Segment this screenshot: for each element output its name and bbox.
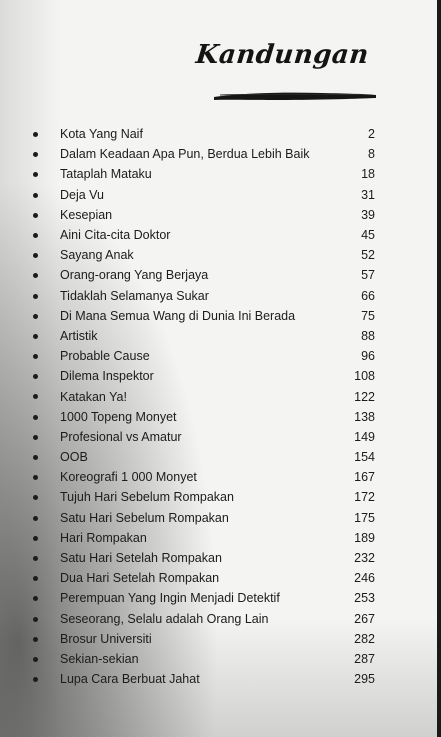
toc-entry [30,487,375,507]
toc-entry-page-number: 45 [361,228,375,243]
toc-entry-page-number: 167 [354,470,375,485]
toc-entry-page-number: 232 [354,551,375,566]
toc-entry-title: Satu Hari Sebelum Rompakan [60,510,229,525]
bullet-icon [33,596,38,601]
toc-entry-title: Probable Cause [60,349,150,364]
toc-entry-title: Brosur Universiti [60,631,152,646]
bullet-icon [33,677,38,682]
toc-entry-title: Dalam Keadaan Apa Pun, Berdua Lebih Baik [60,147,310,162]
bullet-icon [33,394,38,399]
bullet-icon [33,657,38,662]
toc-entry [30,366,375,386]
toc-entry-title: Deja Vu [60,187,105,202]
toc-entry [30,609,375,629]
toc-entry [30,548,375,568]
toc-entry-title: Katakan Ya! [60,389,127,404]
toc-entry-page-number: 52 [361,248,375,263]
toc-entry-title: Tujuh Hari Sebelum Rompakan [60,490,234,505]
toc-entry-title: 1000 Topeng Monyet [60,409,177,424]
bullet-icon [33,516,38,521]
toc-entry-page-number: 246 [354,571,375,586]
toc-entry-title: Sekian-sekian [60,651,139,666]
toc-entry-title: Lupa Cara Berbuat Jahat [60,672,200,687]
toc-entry-title: Satu Hari Setelah Rompakan [60,551,222,566]
toc-entry [30,629,375,649]
toc-entry-title: Sayang Anak [60,248,134,263]
page-edge [437,0,441,737]
bullet-icon [33,435,38,440]
toc-entry [30,124,375,144]
toc-entry-title: Kesepian [60,207,113,222]
toc-entry-title: Perempuan Yang Ingin Menjadi Detektif [60,591,280,606]
toc-entry-page-number: 138 [354,409,375,424]
toc-entry-page-number: 39 [361,207,375,222]
toc-entry [30,245,375,265]
toc-entry [30,185,375,205]
bullet-icon [33,637,38,642]
toc-entry-title: Orang-orang Yang Berjaya [60,268,209,283]
toc-entry-page-number: 189 [354,530,375,545]
toc-entry-page-number: 175 [354,510,375,525]
bullet-icon [33,172,38,177]
bullet-icon [33,334,38,339]
bullet-icon [33,213,38,218]
toc-entry [30,205,375,225]
toc-entry [30,447,375,467]
toc-entry [30,346,375,366]
bullet-icon [33,273,38,278]
toc-entry-title: Tataplah Mataku [60,167,152,182]
toc-entry-page-number: 172 [354,490,375,505]
toc-entry-page-number: 18 [361,167,375,182]
toc-entry-title: Hari Rompakan [60,530,147,545]
bullet-icon [33,354,38,359]
toc-entry [30,669,375,689]
toc-entry-page-number: 282 [354,631,375,646]
toc-entry-page-number: 154 [354,450,375,465]
toc-entry-page-number: 108 [354,369,375,384]
toc-entry-title: Artistik [60,328,98,343]
toc-entry [30,306,375,326]
toc-entry [30,225,375,245]
toc-entry-page-number: 66 [361,288,375,303]
toc-entry-title: Tidaklah Selamanya Sukar [60,288,209,303]
toc-entry [30,528,375,548]
toc-entry [30,588,375,608]
toc-entry-page-number: 75 [361,308,375,323]
toc-entry-page-number: 96 [361,349,375,364]
toc-entry [30,286,375,306]
bullet-icon [33,475,38,480]
bullet-icon [33,152,38,157]
bullet-icon [33,617,38,622]
bullet-icon [33,556,38,561]
bullet-icon [33,374,38,379]
bullet-icon [33,193,38,198]
bullet-icon [33,233,38,238]
toc-entry [30,164,375,184]
bullet-icon [33,253,38,258]
toc-entry-page-number: 253 [354,591,375,606]
toc-entry-title: Profesional vs Amatur [60,429,182,444]
toc-entry [30,649,375,669]
toc-entry [30,427,375,447]
toc-entry [30,508,375,528]
bullet-icon [33,294,38,299]
bullet-icon [33,495,38,500]
bullet-icon [33,132,38,137]
toc-entry [30,265,375,285]
table-of-contents [30,124,375,689]
brush-stroke-decoration [212,88,378,102]
bullet-icon [33,314,38,319]
bullet-icon [33,415,38,420]
bullet-icon [33,455,38,460]
toc-entry [30,568,375,588]
toc-entry-page-number: 57 [361,268,375,283]
toc-entry-page-number: 88 [361,328,375,343]
toc-entry-page-number: 2 [368,127,375,142]
toc-entry [30,467,375,487]
toc-entry-page-number: 295 [354,672,375,687]
toc-entry-title: Di Mana Semua Wang di Dunia Ini Berada [60,308,296,323]
toc-entry-page-number: 287 [354,651,375,666]
bullet-icon [33,576,38,581]
toc-entry-page-number: 149 [354,429,375,444]
toc-entry-page-number: 8 [368,147,375,162]
bullet-icon [33,536,38,541]
toc-entry-page-number: 122 [354,389,375,404]
toc-entry-title: OOB [60,450,88,465]
toc-entry-title: Aini Cita-cita Doktor [60,228,171,243]
toc-entry-title: Seseorang, Selalu adalah Orang Lain [60,611,269,626]
toc-entry-title: Dua Hari Setelah Rompakan [60,571,220,586]
toc-entry [30,326,375,346]
toc-entry-title: Dilema Inspektor [60,369,154,384]
page-title: Kandungan [194,40,371,70]
toc-entry-page-number: 31 [361,187,375,202]
toc-entry [30,144,375,164]
toc-entry-title: Kota Yang Naif [60,127,143,142]
toc-entry-page-number: 267 [354,611,375,626]
toc-entry [30,386,375,406]
toc-entry [30,407,375,427]
toc-entry-title: Koreografi 1 000 Monyet [60,470,197,485]
